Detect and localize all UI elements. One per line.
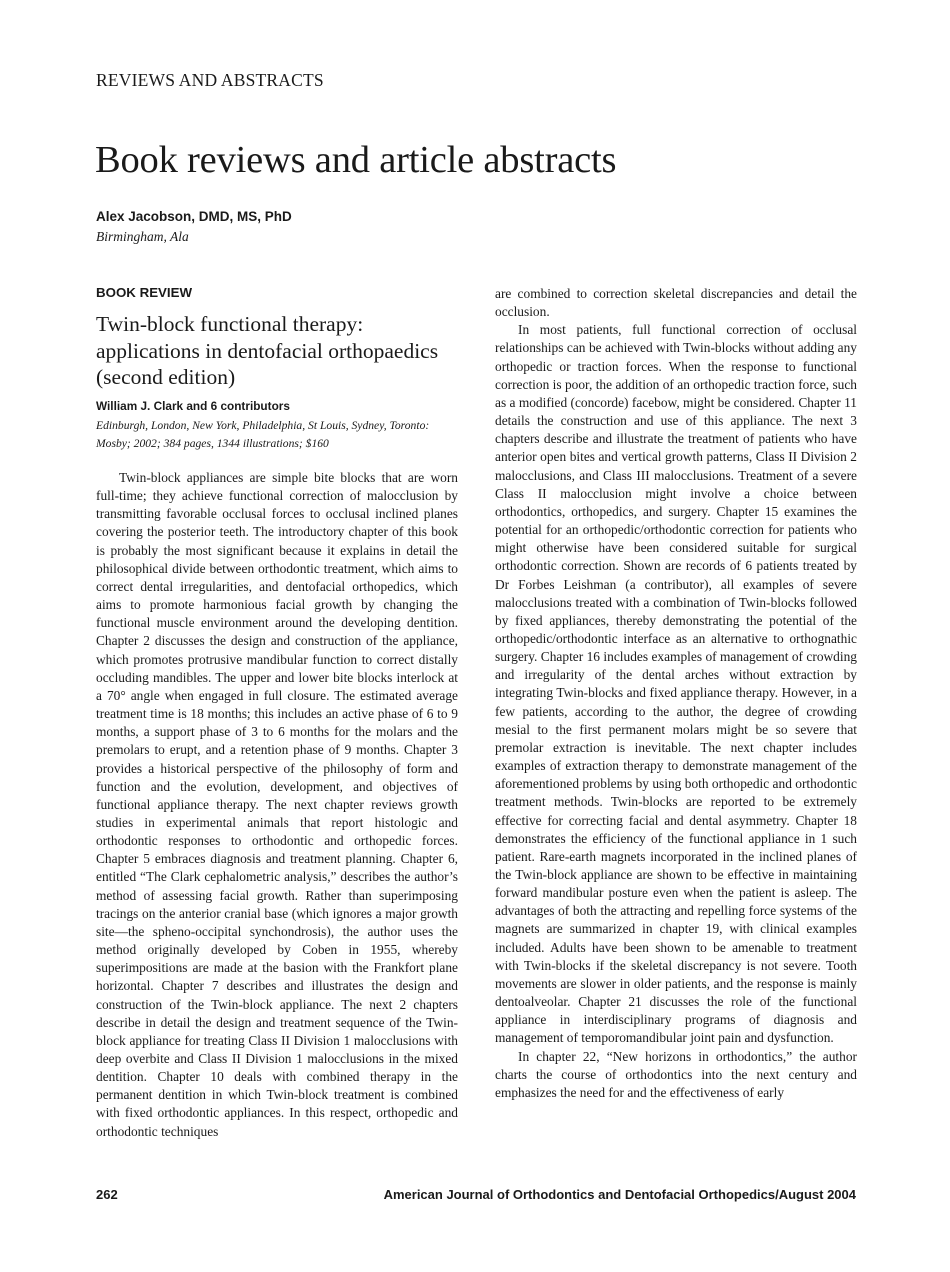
column-author: Alex Jacobson, DMD, MS, PhD [96,209,292,224]
review-paragraph-continued: are combined to correction skeletal discrepancies and detail the occlusion. [495,286,857,320]
author-affiliation: Birmingham, Ala [96,229,189,244]
review-paragraph: In most patients, full functional correction of occlusal relationships can be achieved with Twin-blocks without adding any orthopedic or traction forces. When the response to functional correction is poor, the addition of an orthopedic traction force, such as a modified (concorde) facebow, might be considered. Chapter 11 details the construction and use of this appliance. The next 3 chapters describe and illustrate the treatment of patients who have anterior open bites and vertical growth patterns, Class II Division 2 malocclusions, and Class III malocclusions. Treatment of a severe Class II malocclusion might involve a choice between orthodontics, orthopedics, and surgery. Chapter 15 examines the potential for an orthopedic/orthodontic correction for patients who might otherwise have been considered suitable for surgical orthodontic correction. Shown are records of 6 patients treated by Dr Forbes Leishman (a contributor), all examples of severe malocclusions treated with a combination of Twin-blocks followed by fixed appliances, thereby demonstrating the potential of the orthopedic/orthodontic interface as an alternative to orthognathic surgery. Chapter 16 includes examples of management of crowding and irregularity of the dental arches without extraction by integrating Twin-blocks and fixed appliance therapy. However, in a few patients, according to the author, the degree of crowding mesial to the first permanent molars might be so severe that premolar extraction is inevitable. The next chapter includes examples of extraction therapy to demonstrate management of the aforementioned problems by using both orthopedic and orthodontic treatment methods. Twin-blocks are reported to be extremely effective for correcting facial and dental asymmetry. Chapter 18 demonstrates the efficiency of the functional appliance in 1 such patient. Rare-earth magnets incorporated in the inclined planes of the Twin-block appliance are shown to be effective in maintaining forward mandibular posture even when the patient is asleep. The advantages of both the attracting and repelling force systems of the magnets are summarized in chapter 19, with clinical examples included. Adults have been shown to be amenable to treatment with Twin-blocks if the skeletal discrepancy is not severe. Tooth movements are slower in older patients, and the response is mainly dentoalveolar. Chapter 21 discusses the role of the functional appliance in interdisciplinary programs of diagnosis and management of temporomandibular joint pain and dysfunction. [495,322,857,1046]
section-label: REVIEWS AND ABSTRACTS [96,70,324,90]
review-paragraph: In chapter 22, “New horizons in orthodontics,” the author charts the course of orthodontics into the next century and emphasizes the need for and the effectiveness of early [495,1048,857,1100]
book-author: William J. Clark and 6 contributors [96,399,290,413]
journal-footer: American Journal of Orthodontics and Dentofacial Orthopedics/August 2004 [383,1187,856,1202]
page-number: 262 [96,1187,118,1202]
page-title: Book reviews and article abstracts [95,139,617,181]
left-column [96,469,458,1141]
review-kicker: BOOK REVIEW [96,285,193,300]
review-paragraph: Twin-block appliances are simple bite blocks that are worn full-time; they achieve functional correction of malocclusion by transmitting favorable occlusal forces to occlusal inclined planes covering the posterior teeth. The introductory chapter of this book is probably the most significant because it explains in detail the philosophical divide between orthodontic treatment, which aims to correct dental irregularities, and dentofacial orthopedics, which aims to promote harmonious facial growth by changing the functional muscle environment around the developing dentition. Chapter 2 discusses the design and construction of the appliance, which promotes protrusive mandibular function to correct distally occluding mandibles. The upper and lower bite blocks interlock at a 70° angle when engaged in full closure. The estimated average treatment time is 18 months; this includes an active phase of 6 to 9 months, a support phase of 3 to 6 months for the molars and the premolars to erupt, and a retention phase of 9 months. Chapter 3 provides a historical perspective of the philosophy of form and function and the evolution, development, and objectives of functional appliance therapy. The next chapter reviews growth studies in experimental animals that report histologic and orthodontic responses to orthodontic and orthopedic forces. Chapter 5 embraces diagnosis and treatment planning. Chapter 6, entitled “The Clark cephalometric analysis,” describes the author’s method of assessing facial growth. Rather than superimposing tracings on the anterior cranial base (which ignores a major growth site—the spheno-occipital synchondrosis), the author uses the method originally developed by Coben in 1955, whereby superimpositions are made at the basion with the Frankfort plane horizontal. Chapter 7 describes and illustrates the design and construction of the Twin-block appliance. The next 2 chapters describe in detail the design and treatment sequence of the Twin-block appliance for treating Class II Division 1 malocclusions with deep overbite and Class II Division 1 malocclusions in the mixed dentition. Chapter 10 deals with combined therapy in the permanent dentition in which Twin-block treatment is combined with fixed orthodontic appliances. In this respect, orthopedic and orthodontic techniques [96,470,458,1139]
book-publication-info: Edinburgh, London, New York, Philadelphia, St Louis, Sydney, Toronto: Mosby; 2002; 384 pages, 1344 illustrations; $160 [96,419,430,450]
right-column [495,285,857,1102]
book-title: Twin-block functional therapy: applications in dentofacial orthopaedics (second edition) [96,312,439,389]
